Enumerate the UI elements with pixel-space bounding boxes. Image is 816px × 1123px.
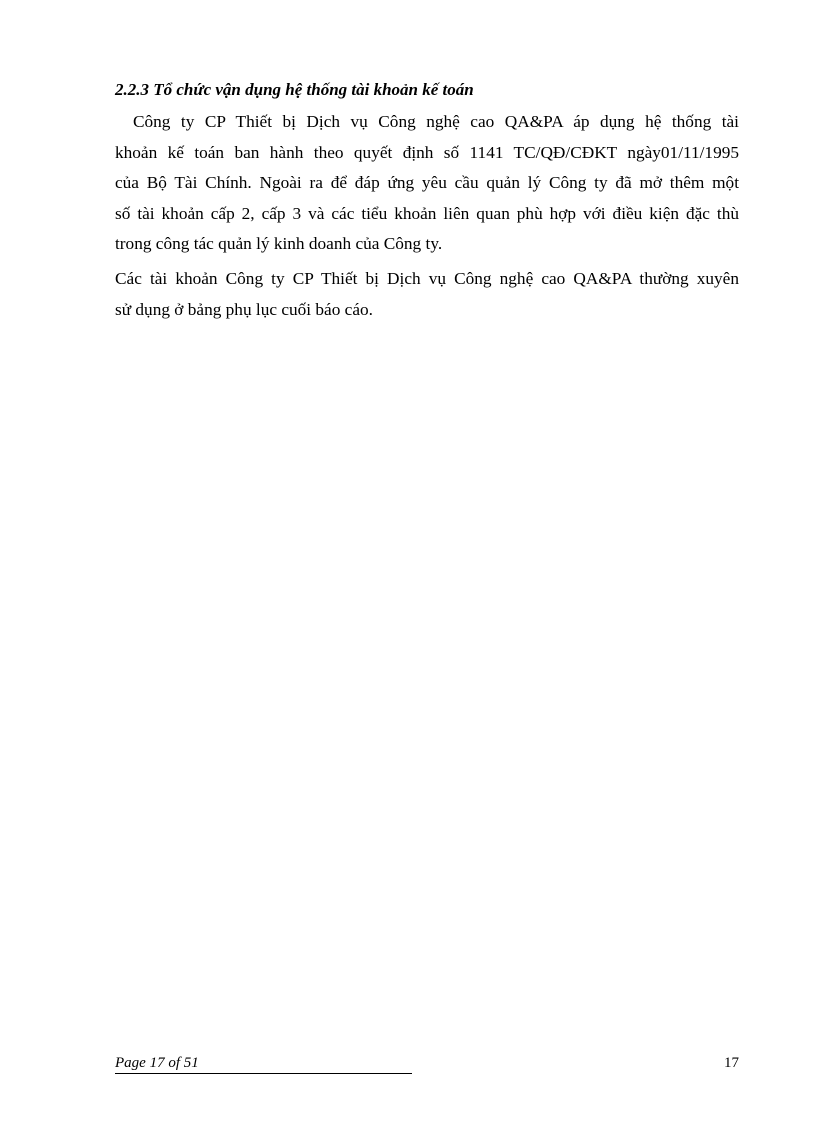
paragraph-2-line-1: Các tài khoản Công ty CP Thiết bị Dịch vụ Công nghệ cao QA&PA thường xuyên: [115, 269, 739, 288]
paragraph-1-line-1: Công ty CP Thiết bị Dịch vụ Công nghệ cao QA&PA áp dụng hệ thống tài: [133, 112, 739, 131]
paragraph-1-line-3: của Bộ Tài Chính. Ngoài ra để đáp ứng yêu cầu quản lý Công ty đã mở thêm một: [115, 173, 739, 192]
section-heading: 2.2.3 Tổ chức vận dụng hệ thống tài khoản kế toán: [115, 80, 474, 99]
paragraph-1: [115, 107, 739, 260]
paragraph-1-line-5: trong công tác quản lý kinh doanh của Công ty.: [115, 234, 443, 253]
footer-page-label: Page 17 of 51: [115, 1054, 412, 1074]
footer-page-number: 17: [724, 1055, 739, 1071]
paragraph-2-line-2: sử dụng ở bảng phụ lục cuối báo cáo.: [115, 299, 373, 319]
paragraph-1-line-4: số tài khoản cấp 2, cấp 3 và các tiểu khoản liên quan phù hợp với điều kiện đặc thù: [115, 203, 739, 223]
paragraph-2: [115, 264, 739, 325]
paragraph-1-line-2: khoản kế toán ban hành theo quyết định số 1141 TC/QĐ/CĐKT ngày01/11/1995: [115, 142, 739, 162]
